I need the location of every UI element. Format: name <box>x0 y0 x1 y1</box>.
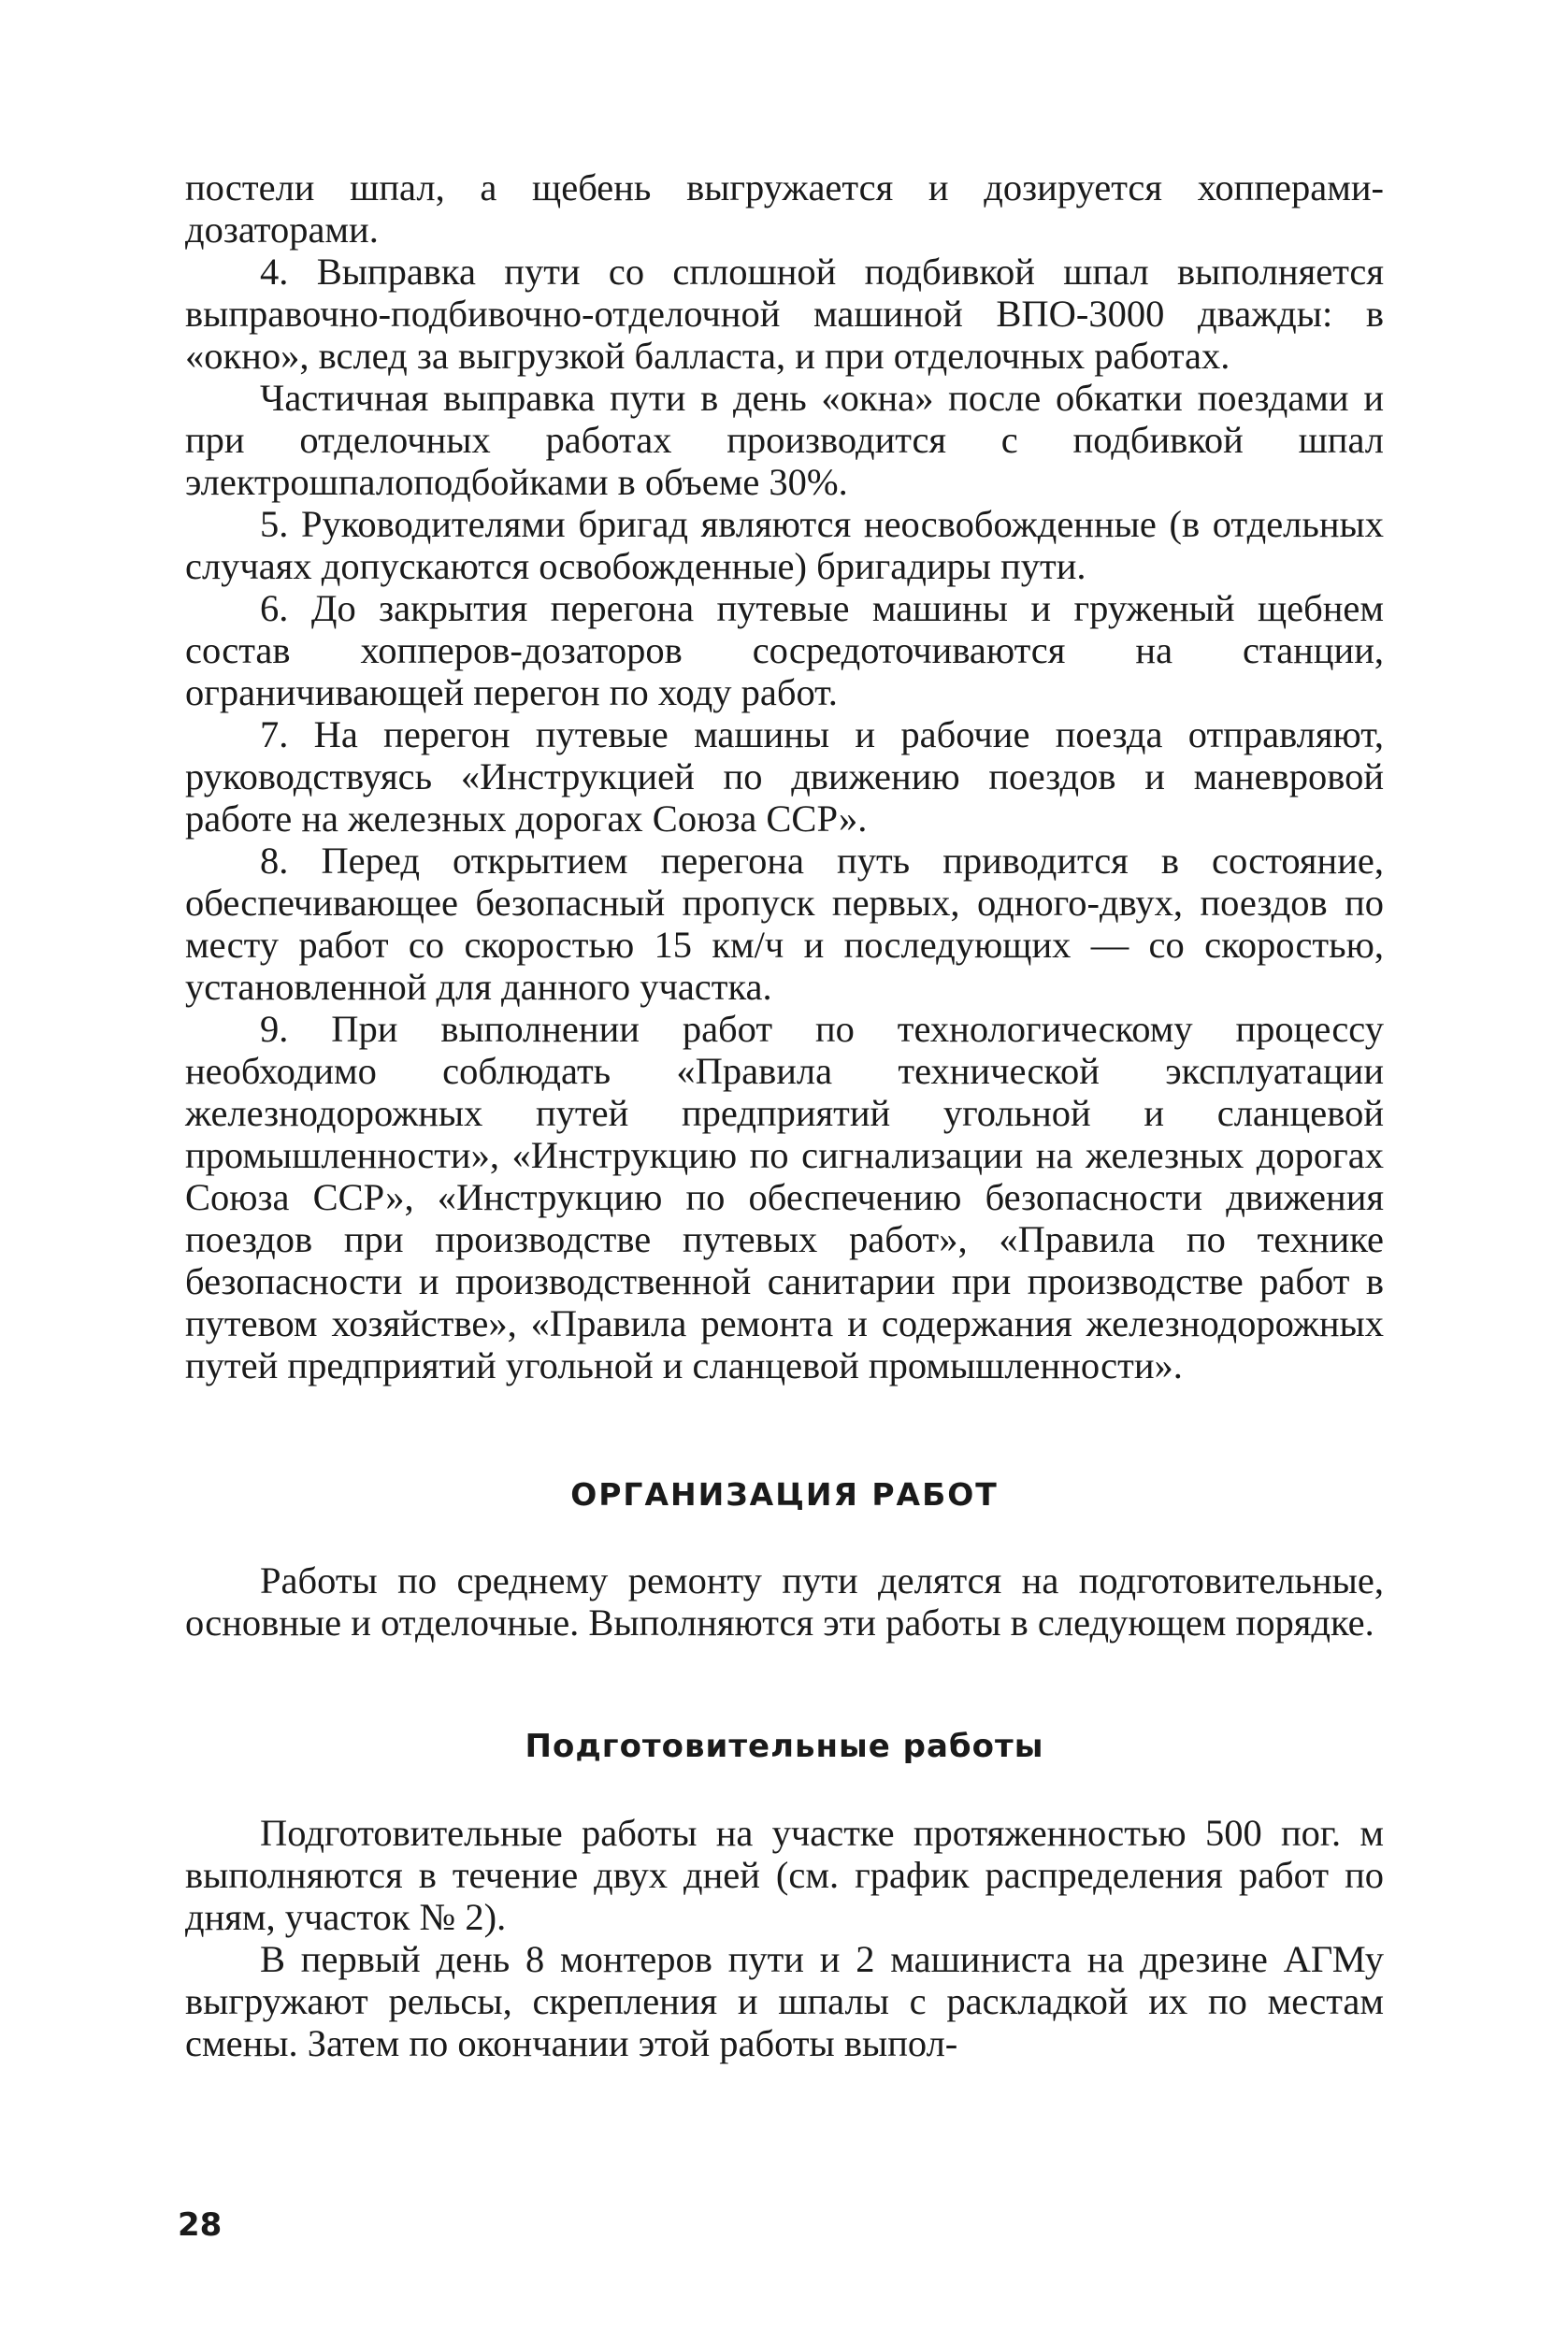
section-heading: ОРГАНИЗАЦИЯ РАБОТ <box>570 1476 999 1513</box>
subsection-body <box>185 1812 1384 2064</box>
paragraph-item-5: 5. Руководителями бригад являются неосвобожденные (в отдельных случаях допускаются освобожденные) бригадиры пути. <box>185 503 1384 587</box>
page-number: 28 <box>178 2206 223 2244</box>
paragraph-preparatory-2: В первый день 8 монтеров пути и 2 машиниста на дрезине АГМу выгружают рельсы, скрепления и шпалы с раскладкой их по местам смены. Затем по окончании этой работы выпол- <box>185 1938 1384 2064</box>
subsection-heading: Подготовительные работы <box>525 1728 1044 1765</box>
paragraph-item-8: 8. Перед открытием перегона путь приводится в состояние, обеспечивающее безопасный пропуск первых, одного-двух, поездов по месту работ со скоростью 15 км/ч и последующих — со скоростью, установленной для данного участка. <box>185 840 1384 1008</box>
page-body <box>185 166 1384 2064</box>
paragraph-preparatory-1: Подготовительные работы на участке протяженностью 500 пог. м выполняются в течение двух дней (см. график распределения работ по дням, участок № 2). <box>185 1812 1384 1938</box>
paragraph-partial-straightening: Частичная выправка пути в день «окна» после обкатки поездами и при отделочных работах производится с подбивкой шпал электрошпалоподбойками в объеме 30%. <box>185 377 1384 503</box>
paragraph-item-6: 6. До закрытия перегона путевые машины и груженый щебнем состав хопперов-дозаторов сосредоточиваются на станции, ограничивающей перегон по ходу работ. <box>185 587 1384 713</box>
paragraph-continuation: постели шпал, а щебень выгружается и дозируется хопперами-дозаторами. <box>185 166 1384 251</box>
paragraph-organization: Работы по среднему ремонту пути делятся на подготовительные, основные и отделочные. Выполняются эти работы в следующем порядке. <box>185 1559 1384 1644</box>
paragraph-item-7: 7. На перегон путевые машины и рабочие поезда отправляют, руководствуясь «Инструкцией по движению поездов и маневровой работе на железных дорогах Союза ССР». <box>185 713 1384 840</box>
paragraph-item-9: 9. При выполнении работ по технологическому процессу необходимо соблюдать «Правила технической эксплуатации железнодорожных путей предприятий угольной и сланцевой промышленности», «Инструкцию по сигнализации на железных дорогах Союза ССР», «Инструкцию по обеспечению безопасности движения поездов при производстве путевых работ», «Правила по технике безопасности и производственной санитарии при производстве работ в путевом хозяйстве», «Правила ремонта и содержания железнодорожных путей предприятий угольной и сланцевой промышленности». <box>185 1008 1384 1386</box>
body-text-top <box>185 166 1384 1386</box>
paragraph-item-4: 4. Выправка пути со сплошной подбивкой шпал выполняется выправочно-подбивочно-отделочной машиной ВПО-3000 дважды: в «окно», вслед за выгрузкой балласта, и при отделочных работах. <box>185 251 1384 377</box>
section-body <box>185 1559 1384 1644</box>
